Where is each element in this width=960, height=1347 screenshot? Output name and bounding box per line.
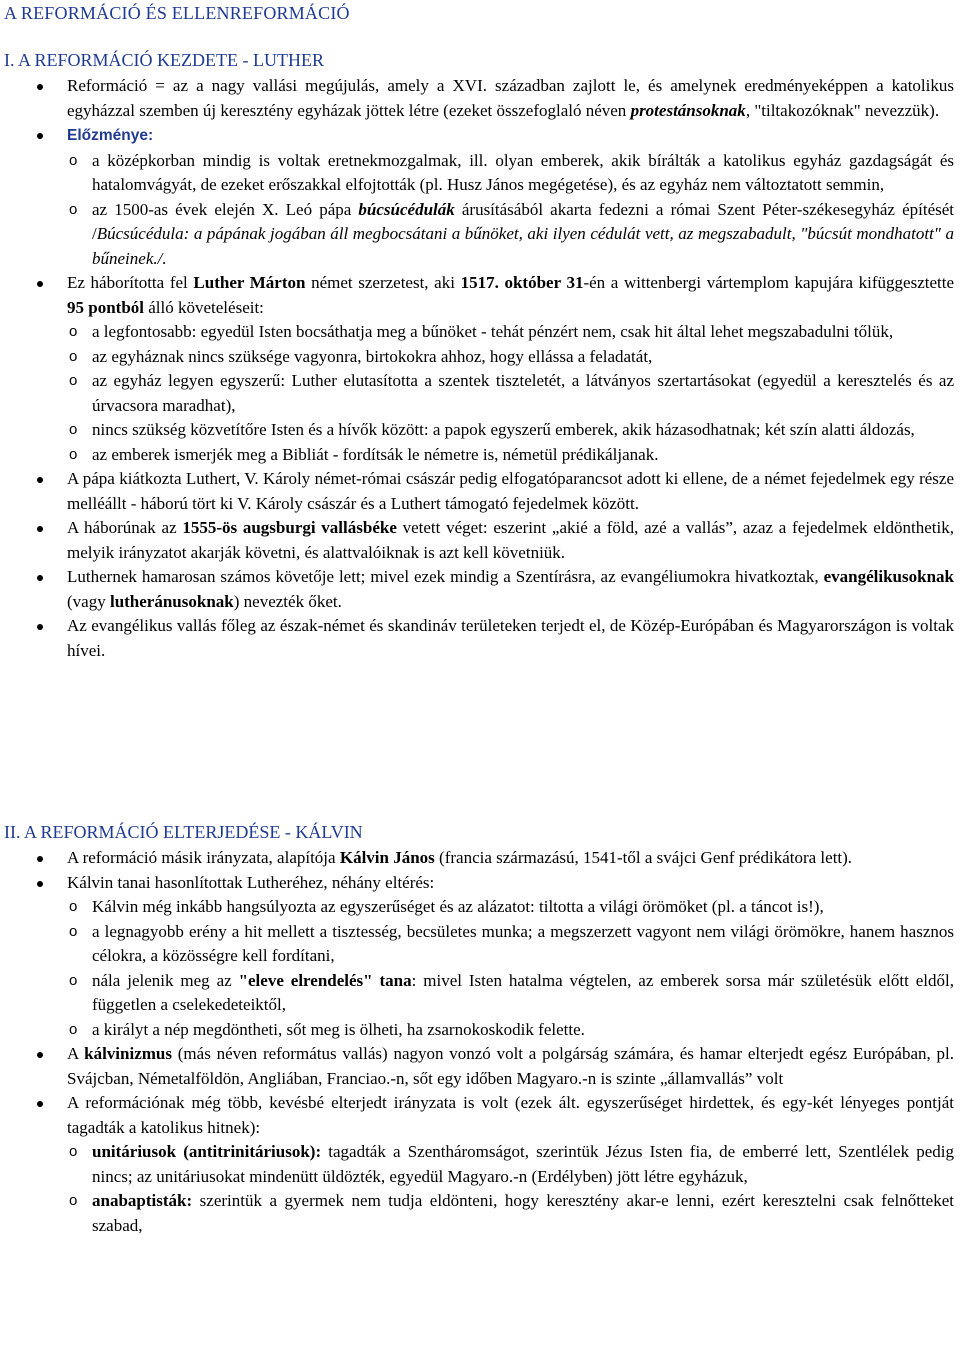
- section-1-list: [0, 74, 960, 663]
- text-italic: Búcsúcédula: a pápának jogában áll megbocsátani a bűnöket, aki ilyen cédulát vett, az megszabadult, "búcsút mondhatott" a bűneinek./.: [92, 224, 954, 268]
- sub-item: [67, 198, 954, 272]
- bullet-egyeb-iranyzatok: [0, 1091, 960, 1238]
- text: (vagy: [67, 591, 110, 611]
- sub-marker: o: [69, 1020, 78, 1038]
- sub-item: [67, 1018, 954, 1043]
- sub-item: [67, 149, 954, 198]
- text: (francia származású, 1541-től a svájci Genf prédikátora lett).: [434, 848, 853, 867]
- text: nála jelenik meg az: [92, 970, 239, 990]
- sub-marker: o: [69, 151, 78, 169]
- bullet-kalvin-tanai: [0, 871, 960, 1043]
- sub-marker: o: [69, 971, 78, 989]
- bullet-augsburgi-vallasbeke: [0, 516, 960, 565]
- text: szerintük a gyermek nem tudja eldönteni, hogy keresztény akar-e lenni, ezért keresztelni csak felnőtteket szabad,: [92, 1191, 954, 1235]
- bullet-elterjedes: [0, 614, 960, 663]
- text-bold: 95 pontból: [67, 297, 144, 317]
- text: az emberek ismerjék meg a Bibliát - fordítsák le németre is, németül prédikáljanak.: [92, 444, 659, 464]
- bullet-papa-kiatkozta: [0, 467, 960, 516]
- text: álló követeléseit:: [144, 297, 264, 317]
- text-bold: evangélikusoknak: [823, 567, 954, 586]
- text-emphasis: protestánsoknak: [630, 100, 746, 120]
- text-bold: unitáriusok (antitrinitáriusok):: [92, 1142, 322, 1161]
- text: A: [67, 1044, 85, 1063]
- text-bold: Luther Márton: [193, 273, 306, 292]
- sub-marker: o: [69, 200, 78, 218]
- sub-item: [67, 1189, 954, 1238]
- sub-marker: o: [69, 421, 78, 438]
- sub-marker: o: [69, 922, 78, 940]
- text: A pápa kiátkozta Luthert, V. Károly német-római császár pedig elfogatóparancsot adott ki ellene, de a német fejedelmek egy része melléállt - háború tört ki V. Károly császár és a Luthert támogató fejedelmek között.: [67, 469, 954, 513]
- sub-marker: o: [69, 445, 78, 463]
- section-heading-1: I. A REFORMÁCIÓ KEZDETE - LUTHER: [4, 50, 324, 70]
- sub-item: [67, 443, 954, 468]
- bullet-kalvinizmus: [0, 1042, 960, 1091]
- sub-marker: o: [69, 1143, 78, 1160]
- text: a királyt a nép megdöntheti, sőt meg is ölheti, ha zsarnokoskodik felette.: [92, 1019, 585, 1039]
- sub-item: [67, 969, 954, 1018]
- document-title: A REFORMÁCIÓ ÉS ELLENREFORMÁCIÓ: [4, 3, 350, 23]
- text: Luthernek hamarosan számos követője lett; mivel ezek mindig a Szentírásra, az evangéliumokra hivatkoztak,: [67, 567, 824, 586]
- bullet-reformacio-definicio: [0, 74, 960, 123]
- text: az egyház legyen egyszerű: Luther elutasította a szentek tiszteletét, a látványos szertartásokat (egyedül a keresztelés és az úrvacsora maradhat),: [92, 371, 954, 415]
- text: az 1500-as évek elején X. Leó pápa: [92, 199, 359, 219]
- text: Az evangélikus vallás főleg az észak-német és skandináv területeken terjedt el, de Közép-Európában és Magyarországon is voltak hívei.: [67, 616, 954, 660]
- text: árusításából akarta fedezni a római Szent Péter-székesegyház építését /: [92, 199, 954, 243]
- sublist-kovetelesek: [67, 320, 954, 467]
- sub-marker: o: [69, 1192, 78, 1209]
- sub-item: [67, 920, 954, 969]
- text: A reformációnak még több, kevésbé elterjedt irányzata is volt (ezek ált. egyszerűséget hirdettek, és egy-két lényeges pontját tagadták a katolikus hitnek):: [67, 1093, 954, 1137]
- bullet-evangelikusok: [0, 565, 960, 614]
- text-bold: "eleve elrendelés" tana: [238, 970, 412, 990]
- text-bold: Kálvin János: [339, 848, 435, 867]
- text: Kálvin még inkább hangsúlyozta az egyszerűséget és az alázatot: tiltotta a világi örömöket (pl. a táncot is!),: [92, 897, 824, 916]
- text: A háborúnak az: [67, 518, 183, 537]
- sub-item: [67, 418, 954, 443]
- text: (más néven református vallás) nagyon vonzó volt a polgárság számára, és hamar elterjedt egész Európában, pl. Svájcban, Németalföldön, Angliában, Franciao.-n, sőt egy időben Magyaro.-n is szinte „államvallás” volt: [67, 1044, 954, 1088]
- text-bold: anabaptisták:: [92, 1191, 193, 1210]
- text: német szerzetest, aki: [305, 273, 461, 292]
- text: Ez háborította fel: [67, 273, 194, 292]
- text: A reformáció másik irányzata, alapítója: [67, 848, 340, 867]
- text: vetett véget: eszerint „akié a föld, azé a vallás”, azaz a fejedelmek eldönthetik, melyik irányzatot akarják követni, és alattvalóiknak is azt kell követniük.: [67, 518, 954, 562]
- sub-item: [67, 345, 954, 370]
- sublist-elteresek: [67, 895, 954, 1042]
- bullet-kalvin-janos: [0, 846, 960, 871]
- sub-marker: o: [69, 323, 78, 340]
- text: a középkorban mindig is voltak eretnekmozgalmak, ill. olyan emberek, akik bírálták a katolikus egyház gazdagságát és hatalomvágyát, de ezeket erőszakkal elfojtották (pl. Husz János megégetése), és az egyház nem változtatott semmin,: [92, 150, 954, 194]
- text: : mivel Isten hatalma végtelen, az emberek sorsa már születésük előtt eldől, független a cselekedeteiktől,: [92, 970, 955, 1014]
- text: Reformáció = az a nagy vallási megújulás, amely a XVI. században zajlott le, és amelynek eredményeképpen a katolikus egyházzal szemben új keresztény egyházak jöttek létre (ezeket összefoglaló néven: [67, 76, 954, 120]
- text: az egyháznak nincs szüksége vagyonra, birtokokra ahhoz, hogy ellássa a feladatát,: [92, 346, 653, 366]
- sub-marker: o: [69, 898, 78, 915]
- text-bold: 1555-ös augsburgi vallásbéke: [182, 518, 397, 537]
- sub-item: [67, 1140, 954, 1189]
- text: , "tiltakozóknak" nevezzük).: [745, 100, 940, 120]
- bullet-luther: [0, 271, 960, 467]
- section-2-list: [0, 846, 960, 1238]
- sublist-iranyzatok: [67, 1140, 954, 1238]
- text: -én a wittenbergi vártemplom kapujára kifüggesztette: [583, 273, 955, 292]
- section-heading-2: II. A REFORMÁCIÓ ELTERJEDÉSE - KÁLVIN: [4, 822, 363, 842]
- bullet-elozmenye: [0, 123, 960, 271]
- sub-marker: o: [69, 372, 78, 389]
- sublist-elozmenye: [67, 149, 954, 272]
- sub-item: [67, 320, 954, 345]
- text: Kálvin tanai hasonlítottak Lutheréhez, néhány eltérés:: [67, 872, 435, 892]
- text: a legnagyobb erény a hit mellett a tisztesség, becsületes munka; a megszerzett vagyont nem világi örömökre, hanem hasznos célokra, a közösségre kell fordítani,: [92, 921, 954, 965]
- text-bold: 1517. október 31: [460, 273, 584, 292]
- text: ) nevezték őket.: [233, 591, 342, 611]
- text-emphasis: búcsúcédulák: [358, 199, 455, 219]
- text-bold: kálvinizmus: [84, 1044, 172, 1063]
- text-bold: lutheránusoknak: [109, 591, 234, 611]
- sub-item: [67, 895, 954, 920]
- text: a legfontosabb: egyedül Isten bocsáthatja meg a bűnöket - tehát pénzért nem, csak hit által lehet megszabadulni tőlük,: [92, 322, 894, 341]
- text: tagadták a Szentháromságot, szerintük Jézus Isten fia, de emberré lett, Szentlélek pedig nincs; az unitáriusokat mindenütt üldözték, egyedül Magyaro.-n (Erdélyben) jött létre egyházuk,: [92, 1142, 954, 1186]
- text: nincs szükség közvetítőre Isten és a hívők között: a papok egyszerű emberek, akik házasodhatnak; két szín alatti áldozás,: [92, 420, 915, 439]
- sub-marker: o: [69, 347, 78, 365]
- sub-item: [67, 369, 954, 418]
- subheading-elozmenye: Előzménye:: [67, 127, 154, 144]
